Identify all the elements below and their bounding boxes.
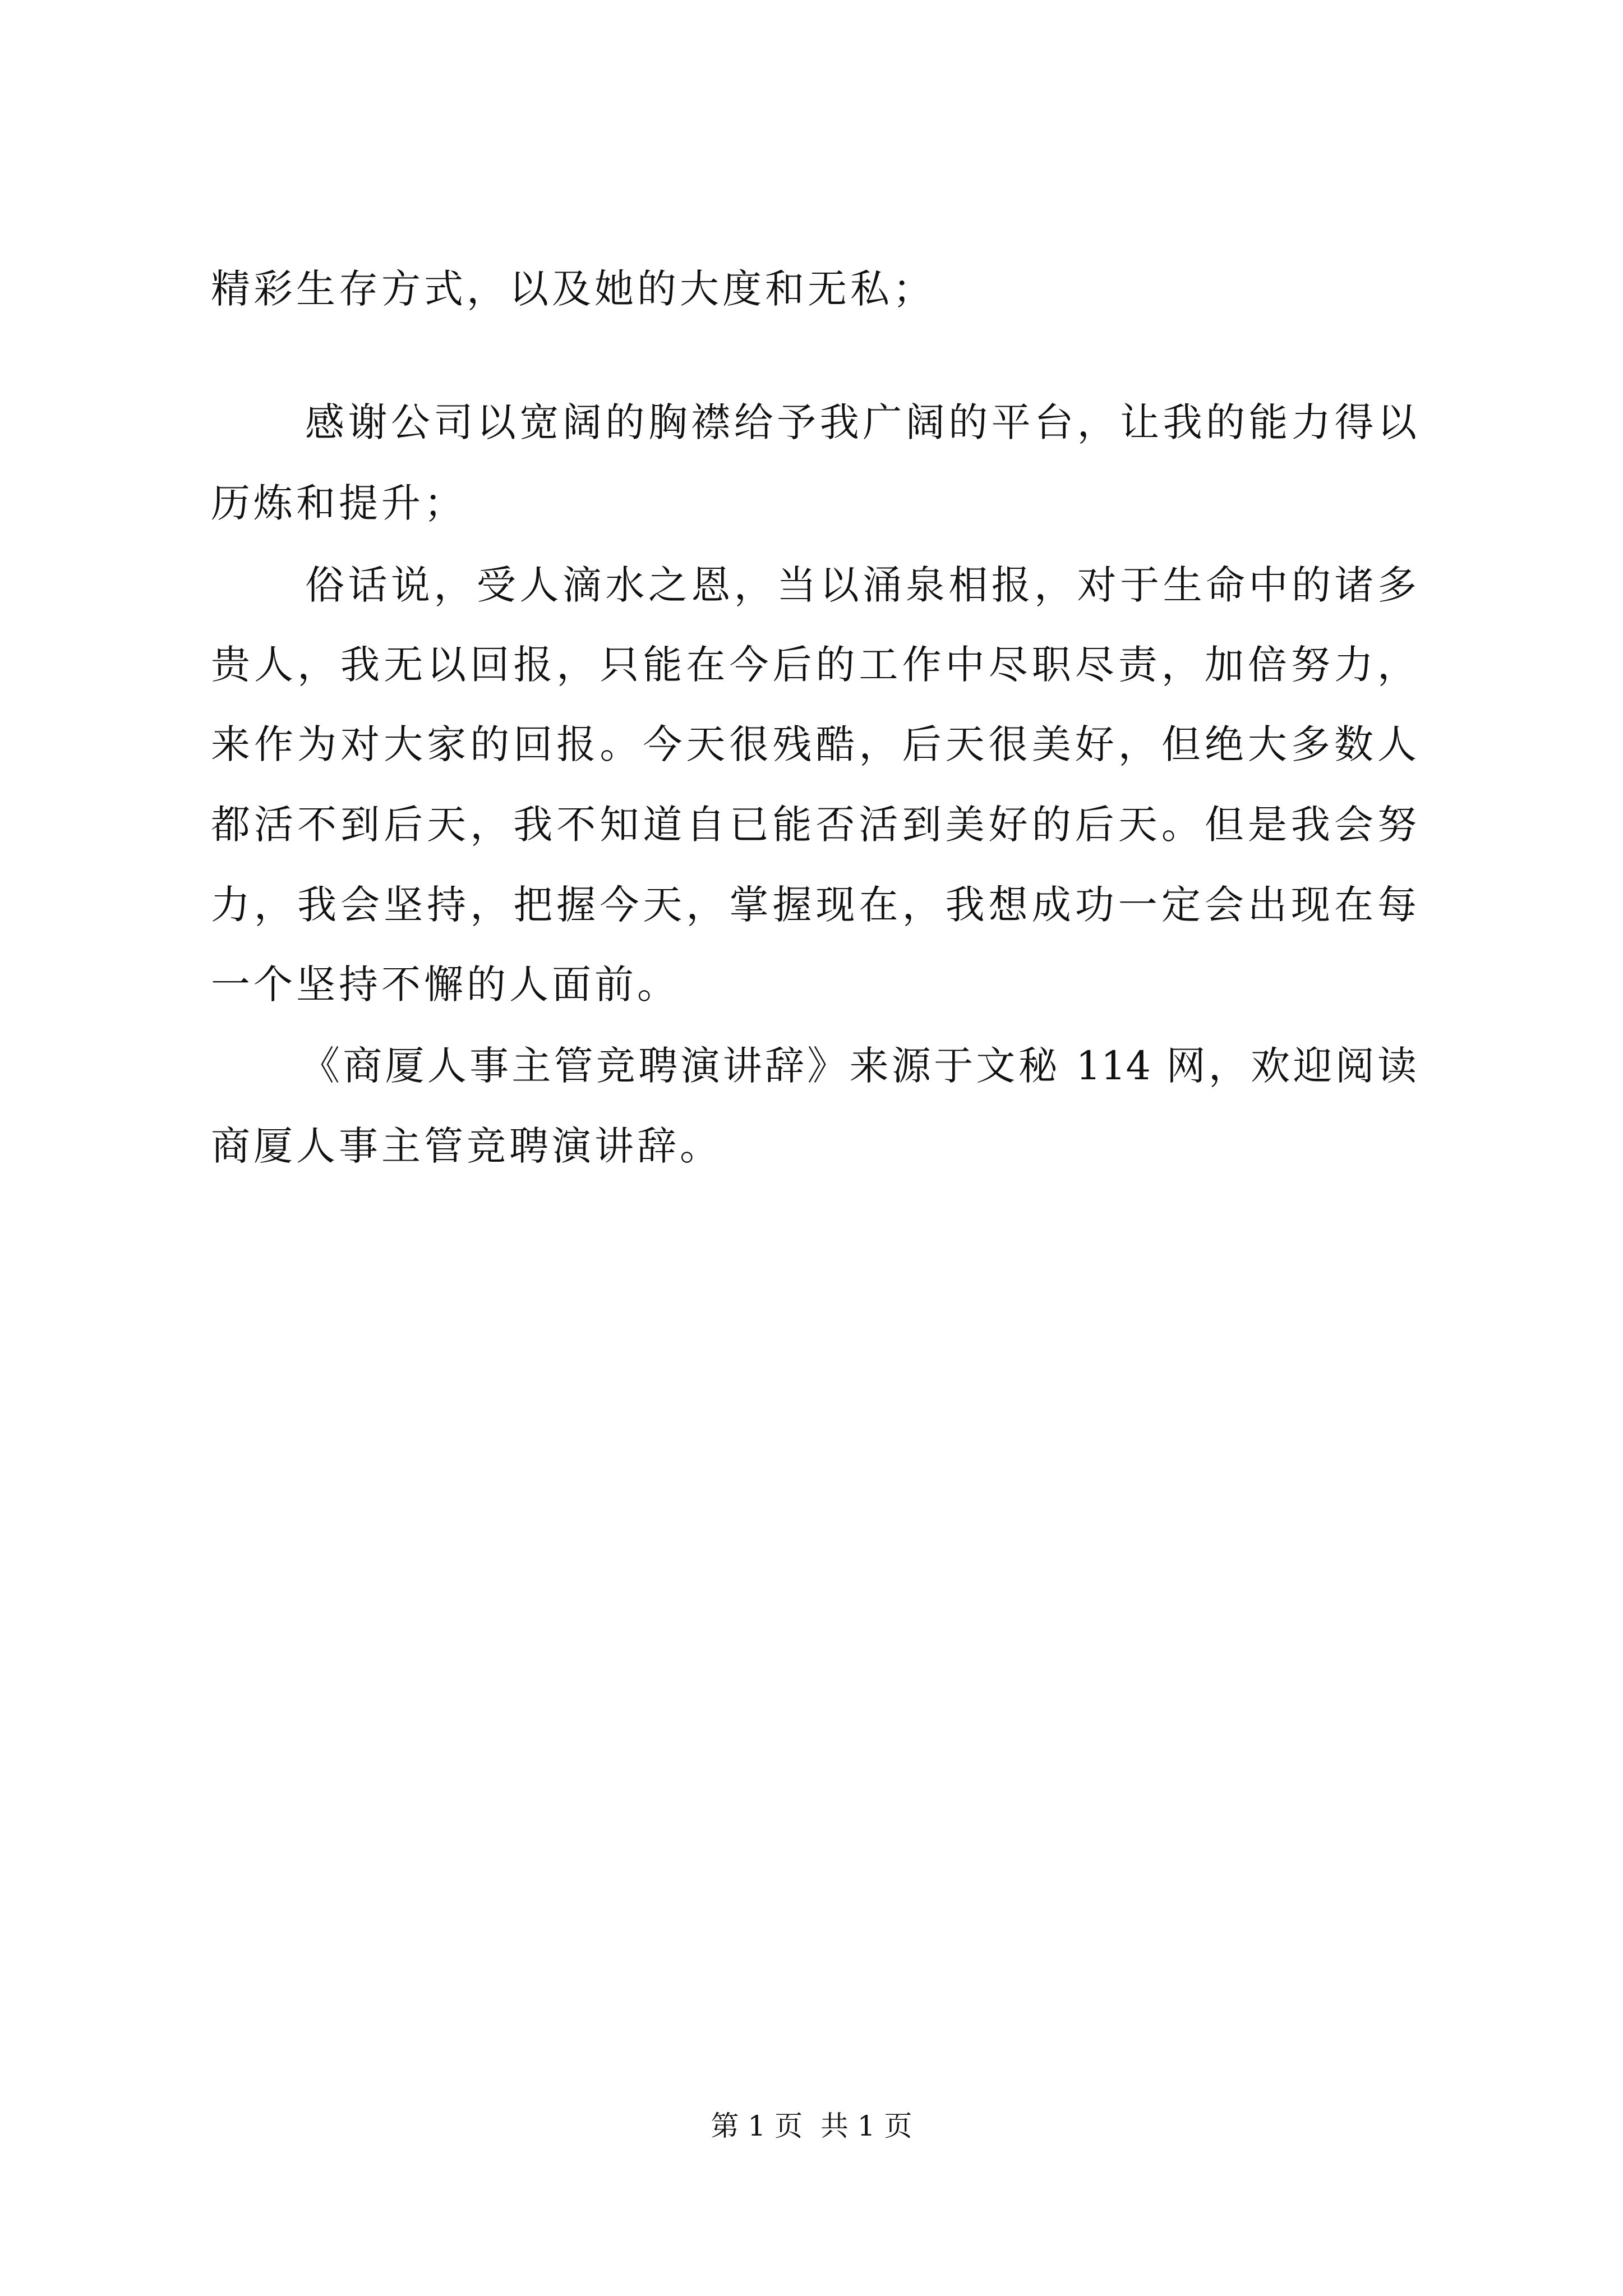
text-line: 来作为对大家的回报。今天很残酷，后天很美好，但绝大多数人 xyxy=(211,721,1417,767)
text-line: 力，我会坚持，把握今天，掌握现在，我想成功一定会出现在每 xyxy=(211,882,1417,928)
paragraph-first-line: 《商厦人事主管竞聘演讲辞》来源于文秘 114 网，欢迎阅读 xyxy=(301,1043,1417,1089)
text-line: 都活不到后天，我不知道自已能否活到美好的后天。但是我会努 xyxy=(211,802,1417,848)
paragraph-first-line: 俗话说，受人滴水之恩，当以涌泉相报，对于生命中的诸多 xyxy=(305,562,1417,608)
text-line: 贵人，我无以回报，只能在今后的工作中尽职尽责，加倍努力， xyxy=(211,642,1417,688)
paragraph-first-line: 感谢公司以宽阔的胸襟给予我广阔的平台，让我的能力得以 xyxy=(305,399,1417,445)
page-number-footer: 第 1 页 共 1 页 xyxy=(711,2110,912,2142)
text-line: 精彩生存方式，以及她的大度和无私； xyxy=(211,266,935,312)
text-line: 历炼和提升； xyxy=(211,480,467,526)
text-line: 商厦人事主管竞聘演讲辞。 xyxy=(211,1123,722,1169)
text-line: 一个坚持不懈的人面前。 xyxy=(211,961,680,1007)
